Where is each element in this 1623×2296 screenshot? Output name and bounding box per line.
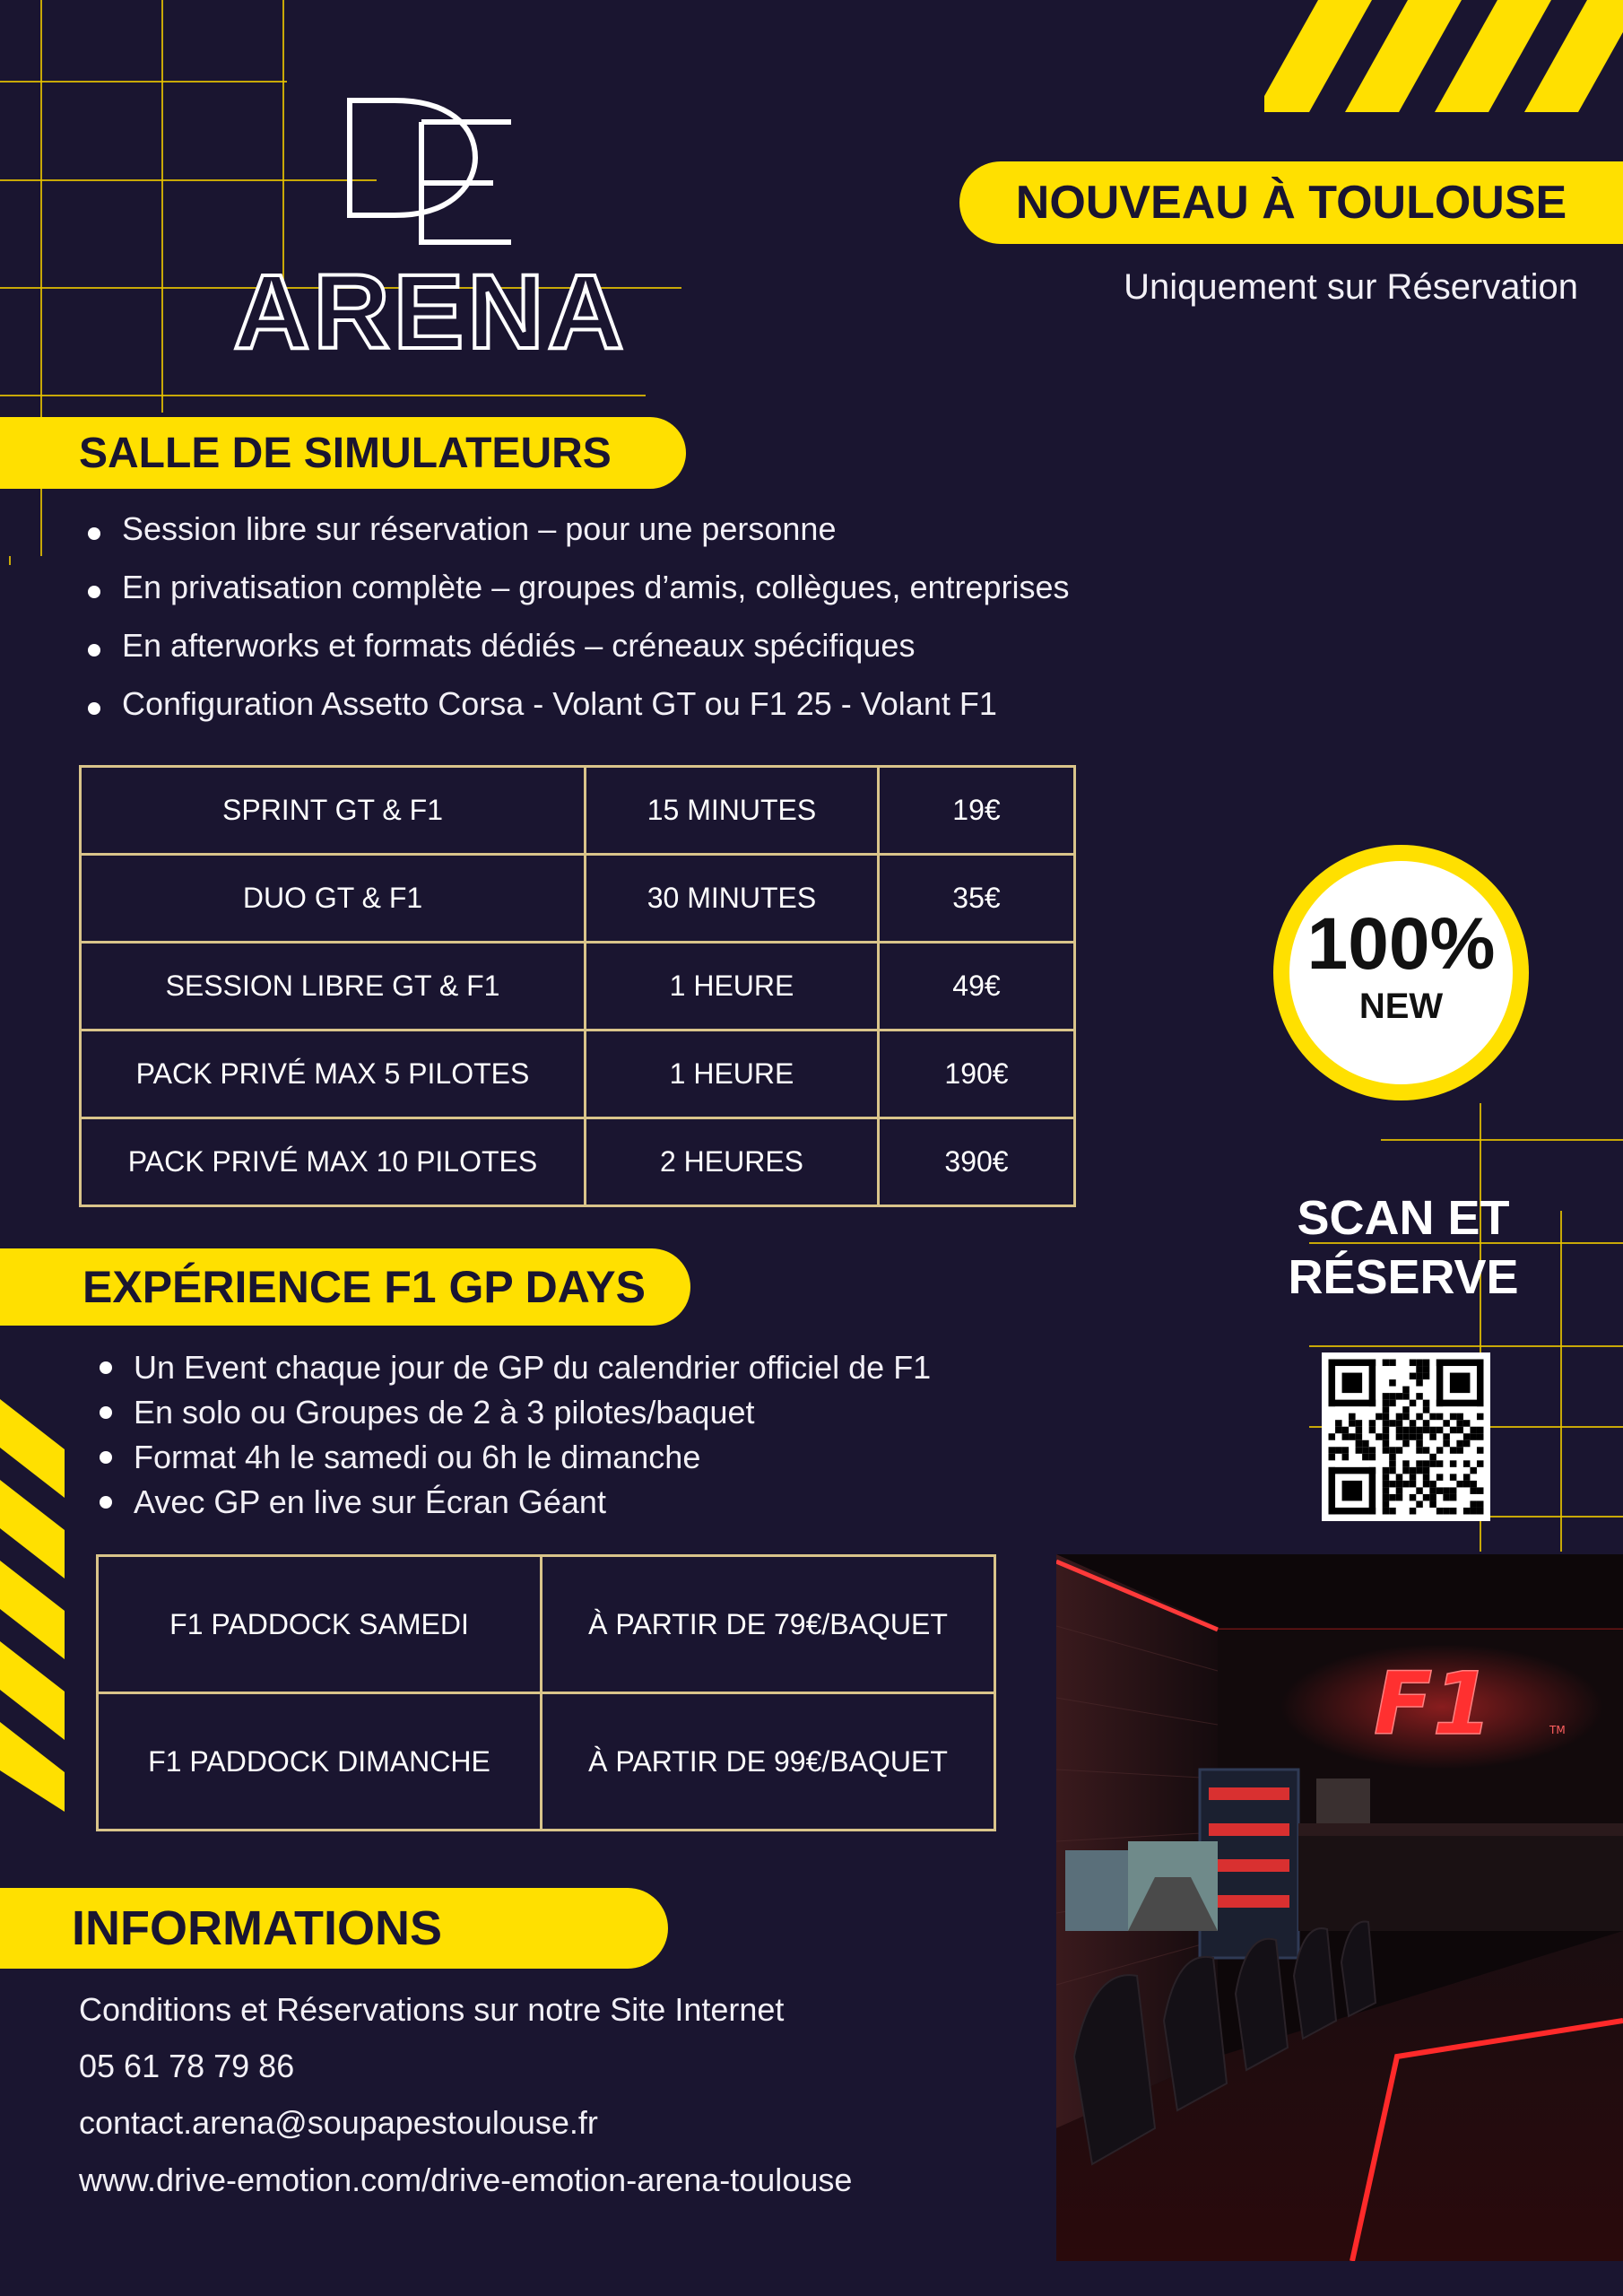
scan-label bbox=[1237, 1188, 1569, 1307]
table-row bbox=[81, 943, 1075, 1031]
new-badge bbox=[1273, 845, 1529, 1100]
table-cell: SPRINT GT & F1 bbox=[81, 767, 586, 855]
arena-photo bbox=[1056, 1554, 1623, 2261]
list-item: En afterworks et formats dédiés – créneaux spécifiques bbox=[82, 621, 1070, 679]
table-row bbox=[81, 855, 1075, 943]
scan-label-line2: RÉSERVE bbox=[1288, 1250, 1519, 1304]
new-badge-big: 100% bbox=[1306, 903, 1496, 985]
list-item: En solo ou Groupes de 2 à 3 pilotes/baquet bbox=[94, 1390, 931, 1435]
table-cell: 2 HEURES bbox=[586, 1118, 879, 1206]
decor-stripes-left bbox=[0, 1399, 72, 1812]
table-cell: F1 PADDOCK DIMANCHE bbox=[98, 1693, 542, 1831]
table-cell: 390€ bbox=[879, 1118, 1075, 1206]
table-cell: SESSION LIBRE GT & F1 bbox=[81, 943, 586, 1031]
new-badge-small: NEW bbox=[1358, 987, 1444, 1026]
list-item: Configuration Assetto Corsa - Volant GT ou F1 25 - Volant F1 bbox=[82, 679, 1070, 737]
table-cell: DUO GT & F1 bbox=[81, 855, 586, 943]
informations-title bbox=[0, 1888, 668, 1969]
list-item: Session libre sur réservation – pour une personne bbox=[82, 504, 1070, 562]
arena-photo-scene bbox=[1056, 1554, 1623, 2261]
table-cell: 190€ bbox=[879, 1031, 1075, 1118]
simulators-title-text: SALLE DE SIMULATEURS bbox=[79, 429, 612, 477]
table-cell: 19€ bbox=[879, 767, 1075, 855]
table-cell: PACK PRIVÉ MAX 10 PILOTES bbox=[81, 1118, 586, 1206]
table-cell: 30 MINUTES bbox=[586, 855, 879, 943]
table-cell: 1 HEURE bbox=[586, 1031, 879, 1118]
table-row bbox=[98, 1556, 995, 1693]
table-cell: À PARTIR DE 79€/BAQUET bbox=[542, 1556, 995, 1693]
table-cell: À PARTIR DE 99€/BAQUET bbox=[542, 1693, 995, 1831]
table-row bbox=[81, 1031, 1075, 1118]
f1-neon-sign: F1 bbox=[1373, 1654, 1493, 1754]
table-row bbox=[81, 767, 1075, 855]
simulators-bullet-list bbox=[82, 504, 1070, 737]
table-cell: 35€ bbox=[879, 855, 1075, 943]
simulators-title bbox=[0, 417, 686, 489]
list-item: En privatisation complète – groupes d’amis, collègues, entreprises bbox=[82, 562, 1070, 621]
table-cell: 49€ bbox=[879, 943, 1075, 1031]
simulators-price-table bbox=[79, 765, 1076, 1207]
table-cell: 15 MINUTES bbox=[586, 767, 879, 855]
info-email[interactable]: contact.arena@soupapestoulouse.fr bbox=[79, 2104, 598, 2141]
logo-wordmark: ARENA bbox=[233, 253, 628, 371]
list-item: Un Event chaque jour de GP du calendrier officiel de F1 bbox=[94, 1345, 931, 1390]
header-subtitle: Uniquement sur Réservation bbox=[1124, 267, 1578, 307]
table-cell: 1 HEURE bbox=[586, 943, 879, 1031]
gp-days-title bbox=[0, 1248, 690, 1326]
qr-code[interactable] bbox=[1322, 1352, 1490, 1521]
gp-days-title-text: EXPÉRIENCE F1 GP DAYS bbox=[82, 1262, 647, 1312]
list-item: Format 4h le samedi ou 6h le dimanche bbox=[94, 1435, 931, 1480]
list-item: Avec GP en live sur Écran Géant bbox=[94, 1480, 931, 1525]
table-cell: PACK PRIVÉ MAX 5 PILOTES bbox=[81, 1031, 586, 1118]
scan-label-line1: SCAN ET bbox=[1297, 1191, 1510, 1245]
decor-stripes-top-right bbox=[1264, 0, 1623, 112]
logo bbox=[206, 90, 655, 371]
header-badge-text: NOUVEAU À TOULOUSE bbox=[1015, 177, 1567, 229]
logo-monogram bbox=[206, 90, 655, 260]
table-row bbox=[81, 1118, 1075, 1206]
informations-title-text: INFORMATIONS bbox=[72, 1901, 442, 1955]
gp-days-price-table bbox=[96, 1554, 996, 1831]
info-conditions: Conditions et Réservations sur notre Site Internet bbox=[79, 1991, 785, 2028]
header-badge bbox=[959, 161, 1623, 244]
f1-tm-mark: TM bbox=[1549, 1724, 1566, 1736]
table-cell: F1 PADDOCK SAMEDI bbox=[98, 1556, 542, 1693]
qr-code-pattern bbox=[1322, 1352, 1490, 1521]
info-website[interactable]: www.drive-emotion.com/drive-emotion-arena-toulouse bbox=[79, 2161, 853, 2198]
info-phone[interactable]: 05 61 78 79 86 bbox=[79, 2048, 295, 2084]
gp-days-bullet-list bbox=[94, 1345, 931, 1525]
table-row bbox=[98, 1693, 995, 1831]
